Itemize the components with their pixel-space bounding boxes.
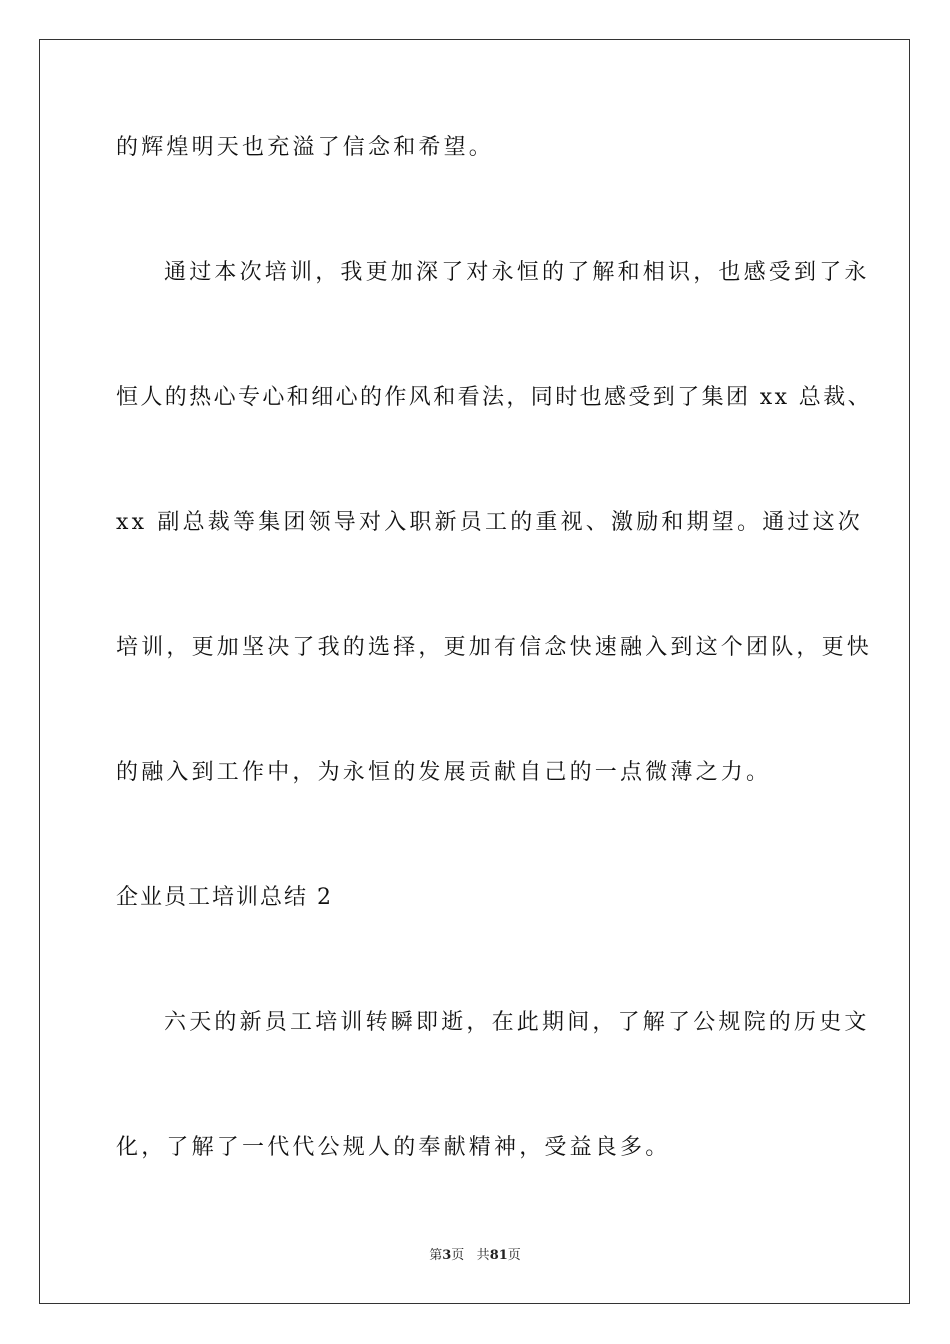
body-line-4: xx 副总裁等集团领导对入职新员工的重视、激励和期望。通过这次 [116, 510, 864, 535]
body-line-8: 六天的新员工培训转瞬即逝，在此期间，了解了公规院的历史文 [164, 1010, 870, 1035]
body-line-1: 的辉煌明天也充溢了信念和希望。 [116, 135, 495, 160]
body-line-5: 培训，更加坚决了我的选择，更加有信念快速融入到这个团队，更快 [116, 635, 873, 660]
total-prefix: 共 [476, 1248, 490, 1263]
total-suffix: 页 [507, 1248, 521, 1263]
page-suffix: 页 [451, 1248, 465, 1263]
body-line-2: 通过本次培训，我更加深了对永恒的了解和相识，也感受到了永 [164, 260, 870, 285]
page-border [39, 39, 910, 1304]
body-line-3: 恒人的热心专心和细心的作风和看法，同时也感受到了集团 xx 总裁、 [116, 385, 873, 410]
page-prefix: 第 [429, 1248, 443, 1263]
section-heading: 企业员工培训总结 2 [116, 885, 333, 910]
page-number: 3 [442, 1248, 452, 1263]
page-footer [0, 1247, 950, 1265]
body-line-9: 化，了解了一代代公规人的奉献精神，受益良多。 [116, 1135, 671, 1160]
body-line-6: 的融入到工作中，为永恒的发展贡献自己的一点微薄之力。 [116, 760, 772, 785]
total-pages: 81 [489, 1248, 508, 1263]
